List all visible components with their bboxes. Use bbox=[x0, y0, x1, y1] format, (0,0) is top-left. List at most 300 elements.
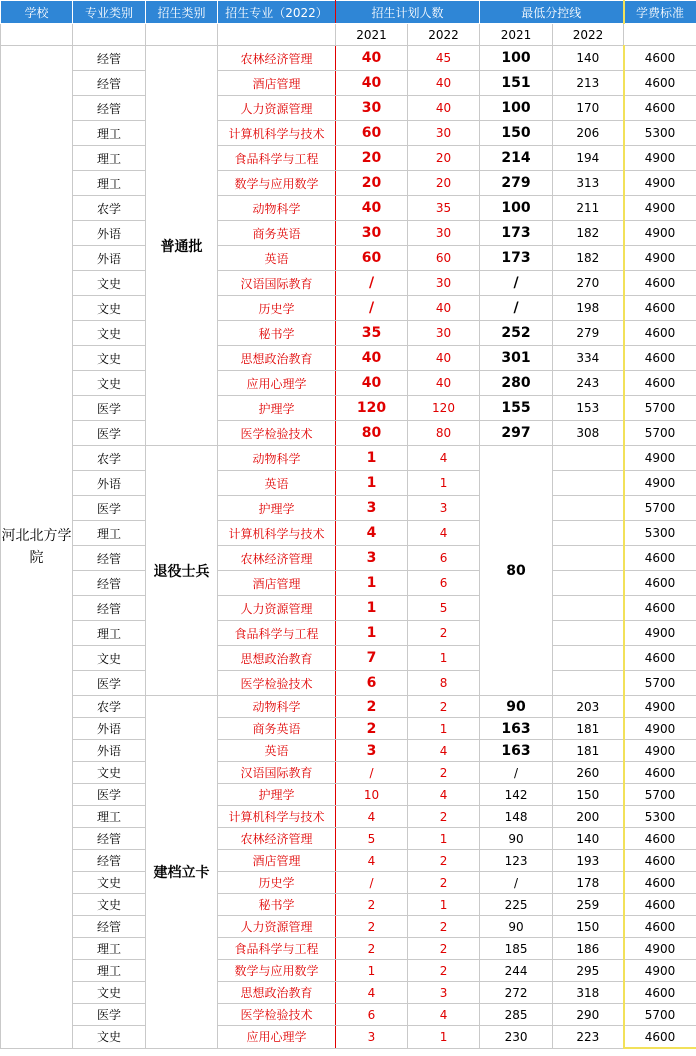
category-cell: 医学 bbox=[73, 421, 146, 446]
major-cell: 动物科学 bbox=[218, 446, 336, 471]
fee-cell: 4600 bbox=[624, 646, 696, 671]
score-2022-cell: 203 bbox=[553, 696, 624, 718]
major-cell: 酒店管理 bbox=[218, 850, 336, 872]
plan-2021-cell: 2 bbox=[336, 894, 408, 916]
major-cell: 医学检验技术 bbox=[218, 421, 336, 446]
plan-2022-cell: 60 bbox=[408, 246, 480, 271]
score-2021-cell: 301 bbox=[480, 346, 553, 371]
major-cell: 农林经济管理 bbox=[218, 46, 336, 71]
score-2022-cell: 181 bbox=[553, 740, 624, 762]
plan-2021-cell: 40 bbox=[336, 71, 408, 96]
plan-2021-cell: 6 bbox=[336, 671, 408, 696]
score-2021-cell: 100 bbox=[480, 196, 553, 221]
score-2022-cell: 198 bbox=[553, 296, 624, 321]
major-cell: 农林经济管理 bbox=[218, 828, 336, 850]
category-cell: 理工 bbox=[73, 521, 146, 546]
plan-2022-cell: 3 bbox=[408, 496, 480, 521]
score-2022-cell: 223 bbox=[553, 1026, 624, 1049]
table-row bbox=[1, 916, 696, 938]
plan-2022-cell: 30 bbox=[408, 321, 480, 346]
plan-2022-cell: 2 bbox=[408, 938, 480, 960]
major-cell: 医学检验技术 bbox=[218, 671, 336, 696]
score-2021-cell: 151 bbox=[480, 71, 553, 96]
category-cell: 理工 bbox=[73, 121, 146, 146]
score-2022-cell: 290 bbox=[553, 1004, 624, 1026]
plan-2021-cell: / bbox=[336, 271, 408, 296]
table-row bbox=[1, 496, 696, 521]
fee-cell: 5300 bbox=[624, 521, 696, 546]
score-2022-cell: 243 bbox=[553, 371, 624, 396]
category-cell: 文史 bbox=[73, 872, 146, 894]
score-2022-cell bbox=[553, 546, 624, 571]
plan-2022-cell: 1 bbox=[408, 646, 480, 671]
table-row bbox=[1, 1026, 696, 1049]
score-2022-cell: 182 bbox=[553, 246, 624, 271]
score-2022-cell: 194 bbox=[553, 146, 624, 171]
header-major: 招生专业（2022） bbox=[218, 1, 336, 24]
fee-cell: 5700 bbox=[624, 421, 696, 446]
fee-cell: 4600 bbox=[624, 850, 696, 872]
plan-2022-cell: 80 bbox=[408, 421, 480, 446]
table-row bbox=[1, 696, 696, 718]
category-cell: 文史 bbox=[73, 646, 146, 671]
plan-2021-cell: 20 bbox=[336, 171, 408, 196]
header-plan: 招生计划人数 bbox=[336, 1, 480, 24]
plan-2022-cell: 30 bbox=[408, 121, 480, 146]
category-cell: 文史 bbox=[73, 321, 146, 346]
major-cell: 食品科学与工程 bbox=[218, 938, 336, 960]
fee-cell: 4600 bbox=[624, 828, 696, 850]
plan-2021-cell: 40 bbox=[336, 196, 408, 221]
category-cell: 外语 bbox=[73, 221, 146, 246]
table-row bbox=[1, 828, 696, 850]
score-2022-cell: 153 bbox=[553, 396, 624, 421]
category-cell: 文史 bbox=[73, 1026, 146, 1049]
score-2022-cell: 259 bbox=[553, 894, 624, 916]
fee-cell: 5700 bbox=[624, 1004, 696, 1026]
plan-2021-cell: 40 bbox=[336, 371, 408, 396]
category-cell: 外语 bbox=[73, 471, 146, 496]
category-cell: 文史 bbox=[73, 371, 146, 396]
plan-2021-cell: 80 bbox=[336, 421, 408, 446]
fee-cell: 4600 bbox=[624, 96, 696, 121]
plan-2022-cell: 120 bbox=[408, 396, 480, 421]
plan-2022-cell: 2 bbox=[408, 960, 480, 982]
table-row bbox=[1, 718, 696, 740]
veteran-score-2021: 80 bbox=[480, 446, 553, 696]
header-category: 专业类别 bbox=[73, 1, 146, 24]
plan-2021-cell: 40 bbox=[336, 346, 408, 371]
score-2021-cell: 142 bbox=[480, 784, 553, 806]
category-cell: 农学 bbox=[73, 196, 146, 221]
score-2022-cell: 334 bbox=[553, 346, 624, 371]
plan-2021-cell: 3 bbox=[336, 496, 408, 521]
header-row bbox=[1, 1, 696, 24]
major-cell: 商务英语 bbox=[218, 718, 336, 740]
fee-cell: 4900 bbox=[624, 696, 696, 718]
plan-2021-cell: 2 bbox=[336, 696, 408, 718]
score-2022-cell: 318 bbox=[553, 982, 624, 1004]
major-cell: 计算机科学与技术 bbox=[218, 121, 336, 146]
major-cell: 酒店管理 bbox=[218, 571, 336, 596]
fee-cell: 5300 bbox=[624, 121, 696, 146]
batch-poverty: 建档立卡 bbox=[146, 696, 218, 1049]
plan-2022-cell: 4 bbox=[408, 521, 480, 546]
category-cell: 农学 bbox=[73, 696, 146, 718]
header-blank bbox=[624, 24, 696, 46]
major-cell: 计算机科学与技术 bbox=[218, 806, 336, 828]
score-2022-cell: 181 bbox=[553, 718, 624, 740]
category-cell: 经管 bbox=[73, 46, 146, 71]
plan-2022-cell: 40 bbox=[408, 296, 480, 321]
fee-cell: 4600 bbox=[624, 296, 696, 321]
plan-2022-cell: 2 bbox=[408, 850, 480, 872]
header-score: 最低分控线 bbox=[480, 1, 624, 24]
plan-2021-cell: 1 bbox=[336, 571, 408, 596]
major-cell: 护理学 bbox=[218, 784, 336, 806]
score-2022-cell: 260 bbox=[553, 762, 624, 784]
plan-2022-cell: 40 bbox=[408, 371, 480, 396]
category-cell: 理工 bbox=[73, 938, 146, 960]
major-cell: 农林经济管理 bbox=[218, 546, 336, 571]
major-cell: 食品科学与工程 bbox=[218, 146, 336, 171]
major-cell: 汉语国际教育 bbox=[218, 762, 336, 784]
plan-2021-cell: 1 bbox=[336, 621, 408, 646]
table-row bbox=[1, 196, 696, 221]
major-cell: 数学与应用数学 bbox=[218, 171, 336, 196]
table-row bbox=[1, 938, 696, 960]
category-cell: 医学 bbox=[73, 1004, 146, 1026]
table-row bbox=[1, 221, 696, 246]
category-cell: 经管 bbox=[73, 571, 146, 596]
score-2021-cell: 90 bbox=[480, 696, 553, 718]
plan-2021-cell: / bbox=[336, 762, 408, 784]
plan-2022-cell: 4 bbox=[408, 446, 480, 471]
plan-2022-cell: 45 bbox=[408, 46, 480, 71]
score-2021-cell: / bbox=[480, 296, 553, 321]
plan-2021-cell: 3 bbox=[336, 1026, 408, 1049]
table-row bbox=[1, 960, 696, 982]
plan-2022-cell: 8 bbox=[408, 671, 480, 696]
category-cell: 理工 bbox=[73, 806, 146, 828]
score-2022-cell: 140 bbox=[553, 46, 624, 71]
table-row bbox=[1, 894, 696, 916]
fee-cell: 4900 bbox=[624, 221, 696, 246]
fee-cell: 4900 bbox=[624, 196, 696, 221]
table-row bbox=[1, 471, 696, 496]
fee-cell: 4600 bbox=[624, 894, 696, 916]
table-row bbox=[1, 671, 696, 696]
plan-2021-cell: 3 bbox=[336, 546, 408, 571]
fee-cell: 4600 bbox=[624, 546, 696, 571]
category-cell: 文史 bbox=[73, 271, 146, 296]
fee-cell: 4900 bbox=[624, 718, 696, 740]
header-school: 学校 bbox=[1, 1, 73, 24]
category-cell: 外语 bbox=[73, 718, 146, 740]
plan-2022-cell: 1 bbox=[408, 828, 480, 850]
fee-cell: 4600 bbox=[624, 596, 696, 621]
fee-cell: 4600 bbox=[624, 1026, 696, 1049]
major-cell: 历史学 bbox=[218, 296, 336, 321]
score-2022-cell: 295 bbox=[553, 960, 624, 982]
fee-cell: 4900 bbox=[624, 740, 696, 762]
plan-2021-cell: 1 bbox=[336, 471, 408, 496]
major-cell: 英语 bbox=[218, 246, 336, 271]
table-row bbox=[1, 271, 696, 296]
table-row bbox=[1, 784, 696, 806]
score-2021-cell: 280 bbox=[480, 371, 553, 396]
plan-2022-cell: 1 bbox=[408, 1026, 480, 1049]
table-row bbox=[1, 371, 696, 396]
header-blank bbox=[146, 24, 218, 46]
plan-2022-cell: 6 bbox=[408, 546, 480, 571]
plan-2022-cell: 40 bbox=[408, 96, 480, 121]
plan-2021-cell: 40 bbox=[336, 46, 408, 71]
table-row bbox=[1, 762, 696, 784]
plan-2022-cell: 1 bbox=[408, 471, 480, 496]
score-2021-cell: 163 bbox=[480, 740, 553, 762]
plan-2021-cell: 5 bbox=[336, 828, 408, 850]
score-2021-cell: 148 bbox=[480, 806, 553, 828]
score-2021-cell: 173 bbox=[480, 221, 553, 246]
table-row bbox=[1, 621, 696, 646]
header-fee: 学费标准 bbox=[624, 1, 696, 24]
score-2022-cell: 140 bbox=[553, 828, 624, 850]
plan-2022-cell: 2 bbox=[408, 762, 480, 784]
category-cell: 外语 bbox=[73, 740, 146, 762]
category-cell: 文史 bbox=[73, 982, 146, 1004]
plan-2021-cell: 10 bbox=[336, 784, 408, 806]
score-2022-cell bbox=[553, 446, 624, 471]
score-2022-cell: 308 bbox=[553, 421, 624, 446]
major-cell: 思想政治教育 bbox=[218, 646, 336, 671]
score-2021-cell: 90 bbox=[480, 916, 553, 938]
table-row bbox=[1, 596, 696, 621]
major-cell: 应用心理学 bbox=[218, 1026, 336, 1049]
score-2021-cell: 252 bbox=[480, 321, 553, 346]
fee-cell: 4900 bbox=[624, 960, 696, 982]
score-2022-cell bbox=[553, 471, 624, 496]
plan-2022-cell: 6 bbox=[408, 571, 480, 596]
score-2021-cell: 230 bbox=[480, 1026, 553, 1049]
major-cell: 人力资源管理 bbox=[218, 596, 336, 621]
plan-2022-cell: 4 bbox=[408, 784, 480, 806]
table-row bbox=[1, 446, 696, 471]
category-cell: 文史 bbox=[73, 296, 146, 321]
category-cell: 外语 bbox=[73, 246, 146, 271]
score-2021-cell: 225 bbox=[480, 894, 553, 916]
category-cell: 理工 bbox=[73, 960, 146, 982]
major-cell: 人力资源管理 bbox=[218, 96, 336, 121]
plan-2022-cell: 30 bbox=[408, 271, 480, 296]
plan-2021-cell: 4 bbox=[336, 982, 408, 1004]
table-row bbox=[1, 850, 696, 872]
category-cell: 医学 bbox=[73, 396, 146, 421]
plan-2021-cell: 4 bbox=[336, 806, 408, 828]
score-2021-cell: 123 bbox=[480, 850, 553, 872]
score-2022-cell bbox=[553, 521, 624, 546]
major-cell: 汉语国际教育 bbox=[218, 271, 336, 296]
fee-cell: 4600 bbox=[624, 271, 696, 296]
major-cell: 英语 bbox=[218, 740, 336, 762]
plan-2022-cell: 2 bbox=[408, 806, 480, 828]
fee-cell: 4600 bbox=[624, 46, 696, 71]
plan-2021-cell: 7 bbox=[336, 646, 408, 671]
score-2021-cell: 90 bbox=[480, 828, 553, 850]
category-cell: 理工 bbox=[73, 621, 146, 646]
score-2021-cell: / bbox=[480, 762, 553, 784]
header-blank bbox=[73, 24, 146, 46]
table-row bbox=[1, 246, 696, 271]
major-cell: 动物科学 bbox=[218, 196, 336, 221]
score-2021-cell: 297 bbox=[480, 421, 553, 446]
plan-2021-cell: 35 bbox=[336, 321, 408, 346]
plan-2021-cell: 60 bbox=[336, 121, 408, 146]
table-row bbox=[1, 571, 696, 596]
plan-2021-cell: 30 bbox=[336, 96, 408, 121]
table-row bbox=[1, 421, 696, 446]
fee-cell: 4600 bbox=[624, 371, 696, 396]
category-cell: 文史 bbox=[73, 762, 146, 784]
fee-cell: 5700 bbox=[624, 496, 696, 521]
plan-2022-cell: 1 bbox=[408, 718, 480, 740]
table-row bbox=[1, 146, 696, 171]
major-cell: 动物科学 bbox=[218, 696, 336, 718]
plan-2021-cell: / bbox=[336, 872, 408, 894]
score-2022-cell: 193 bbox=[553, 850, 624, 872]
plan-2021-cell: 1 bbox=[336, 446, 408, 471]
table-row bbox=[1, 1004, 696, 1026]
category-cell: 理工 bbox=[73, 171, 146, 196]
score-2022-cell bbox=[553, 621, 624, 646]
table-row bbox=[1, 96, 696, 121]
major-cell: 酒店管理 bbox=[218, 71, 336, 96]
score-2022-cell bbox=[553, 571, 624, 596]
plan-2021-cell: 2 bbox=[336, 718, 408, 740]
plan-2022-cell: 3 bbox=[408, 982, 480, 1004]
score-2021-cell: 100 bbox=[480, 46, 553, 71]
major-cell: 医学检验技术 bbox=[218, 1004, 336, 1026]
category-cell: 经管 bbox=[73, 596, 146, 621]
plan-2021-cell: 2 bbox=[336, 916, 408, 938]
score-2022-cell bbox=[553, 496, 624, 521]
score-2022-cell: 206 bbox=[553, 121, 624, 146]
batch-regular: 普通批 bbox=[146, 46, 218, 446]
fee-cell: 4600 bbox=[624, 762, 696, 784]
table-row bbox=[1, 296, 696, 321]
category-cell: 医学 bbox=[73, 671, 146, 696]
table-row bbox=[1, 121, 696, 146]
plan-2021-cell: 60 bbox=[336, 246, 408, 271]
category-cell: 文史 bbox=[73, 346, 146, 371]
major-cell: 英语 bbox=[218, 471, 336, 496]
fee-cell: 5300 bbox=[624, 806, 696, 828]
category-cell: 经管 bbox=[73, 828, 146, 850]
plan-2021-cell: / bbox=[336, 296, 408, 321]
plan-2022-cell: 4 bbox=[408, 740, 480, 762]
score-2022-cell: 186 bbox=[553, 938, 624, 960]
score-2022-cell: 200 bbox=[553, 806, 624, 828]
fee-cell: 5700 bbox=[624, 396, 696, 421]
score-2021-cell: 244 bbox=[480, 960, 553, 982]
category-cell: 理工 bbox=[73, 146, 146, 171]
plan-2021-cell: 2 bbox=[336, 938, 408, 960]
category-cell: 经管 bbox=[73, 96, 146, 121]
plan-2022-cell: 2 bbox=[408, 696, 480, 718]
major-cell: 计算机科学与技术 bbox=[218, 521, 336, 546]
plan-2021-cell: 1 bbox=[336, 960, 408, 982]
category-cell: 农学 bbox=[73, 446, 146, 471]
category-cell: 医学 bbox=[73, 784, 146, 806]
category-cell: 经管 bbox=[73, 71, 146, 96]
score-2021-cell: 214 bbox=[480, 146, 553, 171]
fee-cell: 4900 bbox=[624, 471, 696, 496]
year-header-row bbox=[1, 24, 696, 46]
score-2022-cell bbox=[553, 671, 624, 696]
table-row bbox=[1, 646, 696, 671]
fee-cell: 4900 bbox=[624, 446, 696, 471]
category-cell: 文史 bbox=[73, 894, 146, 916]
plan-2021-cell: 3 bbox=[336, 740, 408, 762]
score-2022-cell: 178 bbox=[553, 872, 624, 894]
major-cell: 人力资源管理 bbox=[218, 916, 336, 938]
category-cell: 经管 bbox=[73, 916, 146, 938]
score-2021-cell: 173 bbox=[480, 246, 553, 271]
major-cell: 思想政治教育 bbox=[218, 982, 336, 1004]
plan-2022-cell: 30 bbox=[408, 221, 480, 246]
score-2022-cell: 279 bbox=[553, 321, 624, 346]
fee-cell: 4600 bbox=[624, 872, 696, 894]
table-row bbox=[1, 740, 696, 762]
fee-cell: 4600 bbox=[624, 71, 696, 96]
score-2021-cell: 163 bbox=[480, 718, 553, 740]
plan-2022-cell: 20 bbox=[408, 171, 480, 196]
plan-2021-cell: 6 bbox=[336, 1004, 408, 1026]
score-2022-cell: 313 bbox=[553, 171, 624, 196]
plan-year-2021: 2021 bbox=[336, 24, 408, 46]
score-2021-cell: 150 bbox=[480, 121, 553, 146]
fee-cell: 4900 bbox=[624, 171, 696, 196]
score-2021-cell: 100 bbox=[480, 96, 553, 121]
table-row bbox=[1, 321, 696, 346]
major-cell: 秘书学 bbox=[218, 321, 336, 346]
fee-cell: 4600 bbox=[624, 321, 696, 346]
score-2021-cell: 155 bbox=[480, 396, 553, 421]
score-year-2022: 2022 bbox=[553, 24, 624, 46]
plan-2022-cell: 2 bbox=[408, 916, 480, 938]
category-cell: 经管 bbox=[73, 546, 146, 571]
plan-2022-cell: 2 bbox=[408, 621, 480, 646]
major-cell: 数学与应用数学 bbox=[218, 960, 336, 982]
fee-cell: 5700 bbox=[624, 671, 696, 696]
score-2021-cell: 285 bbox=[480, 1004, 553, 1026]
table-row bbox=[1, 521, 696, 546]
table-row bbox=[1, 346, 696, 371]
plan-2022-cell: 20 bbox=[408, 146, 480, 171]
fee-cell: 5700 bbox=[624, 784, 696, 806]
table-row bbox=[1, 396, 696, 421]
major-cell: 食品科学与工程 bbox=[218, 621, 336, 646]
fee-cell: 4600 bbox=[624, 346, 696, 371]
plan-year-2022: 2022 bbox=[408, 24, 480, 46]
plan-2021-cell: 120 bbox=[336, 396, 408, 421]
category-cell: 经管 bbox=[73, 850, 146, 872]
score-2021-cell: 185 bbox=[480, 938, 553, 960]
score-2022-cell: 270 bbox=[553, 271, 624, 296]
header-blank bbox=[1, 24, 73, 46]
plan-2022-cell: 2 bbox=[408, 872, 480, 894]
score-2022-cell bbox=[553, 596, 624, 621]
